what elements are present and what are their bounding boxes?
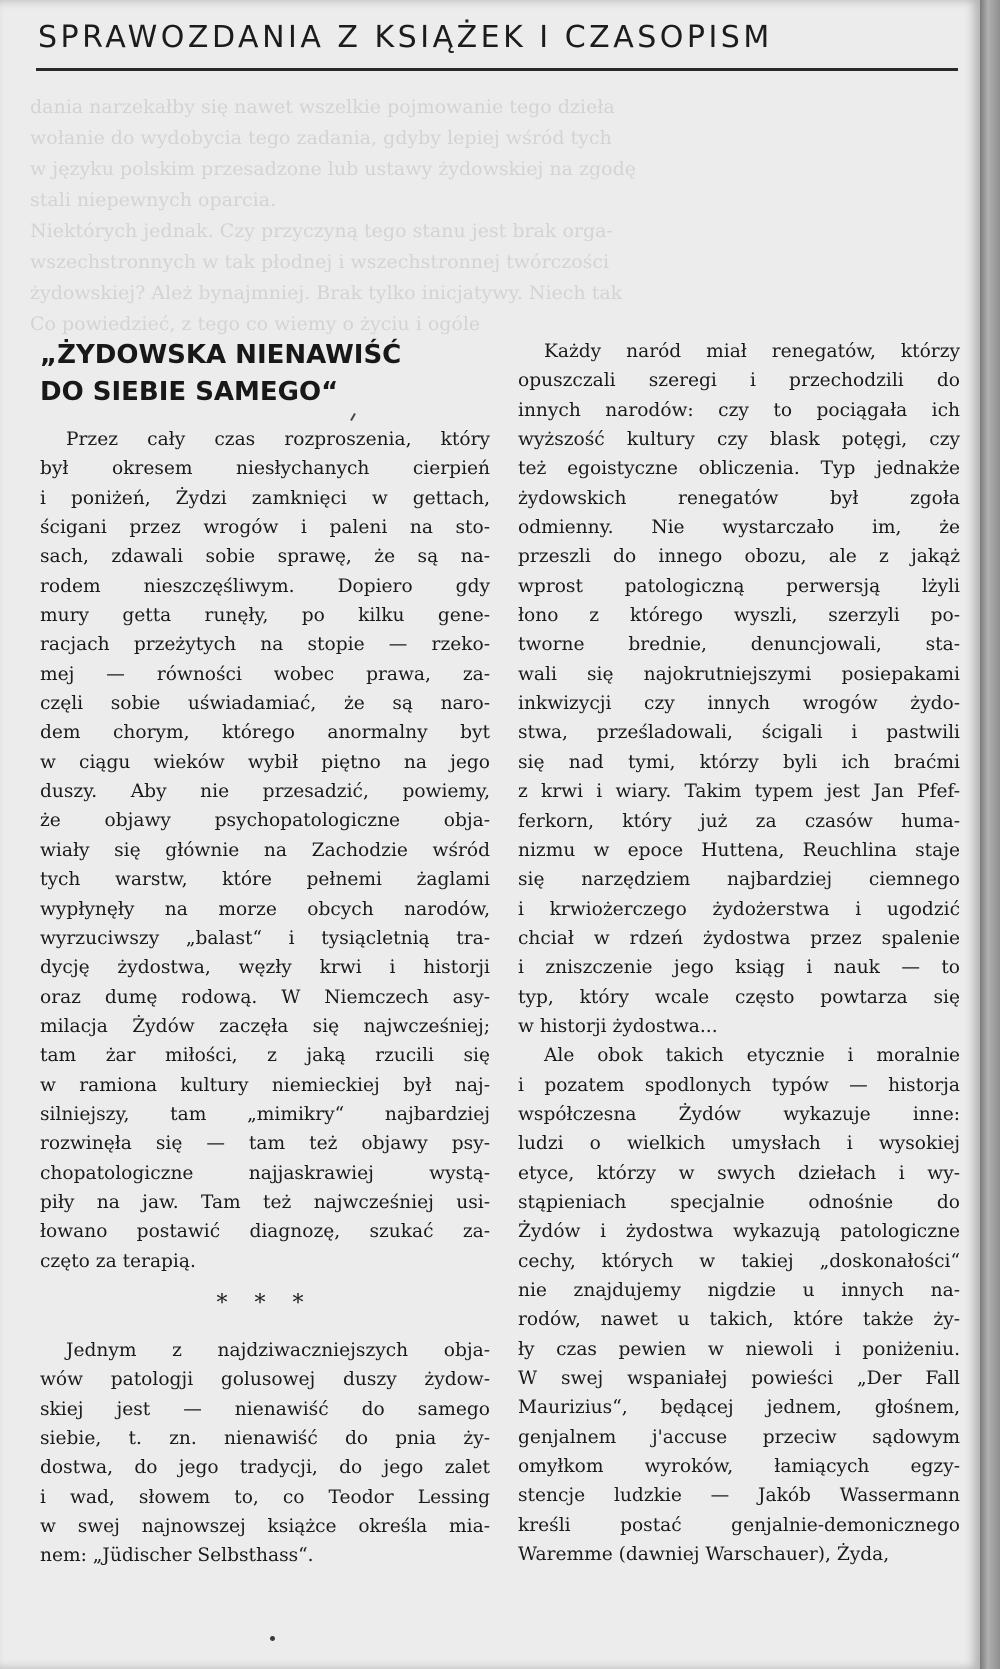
page-header: SPRAWOZDANIA Z KSIĄŻEK I CZASOPISM [38,20,773,55]
text-line: żydowskich renegatów był zgoła [518,487,960,509]
article-title [40,337,490,411]
text-line: inkwizycji czy innych wrogów żydo- [518,693,960,715]
text-line: Każdy naród miał renegatów, którzy [544,341,960,362]
text-line: był okresem niesłychanych cierpień [40,458,490,480]
header-rule [36,68,958,71]
text-line: ferkorn, który już za czasów huma- [518,810,960,832]
text-line: Waremme (dawniej Warschauer), Żyda, [518,1544,890,1566]
text-line: wyższość kultury czy blask potęgi, czy [518,429,960,451]
text-line: W swej wspaniałej powieści „Der Fall [518,1368,960,1390]
text-line: dycję żydostwa, węzły krwi i historji [40,957,490,979]
text-line: wyrzuciwszy „balast“ i tysiącletnią tra- [40,927,490,949]
text-line: częli sobie uświadamiać, że są naro- [40,693,490,715]
text-line: w ramiona kultury niemieckiej był naj- [40,1074,490,1096]
text-line: i poniżeń, Żydzi zamknięci w gettach, [40,487,490,509]
text-line: odmienny. Nie wystarczało im, że [518,517,960,539]
text-line: ścigani przez wrogów i paleni na sto- [40,517,490,539]
text-line: milacja Żydów zaczęła się najwcześniej; [40,1015,490,1037]
show-through-line: wszechstronnych w tak płodnej i wszechstronnej twórczości [30,251,610,273]
text-line: Żydów i żydostwa wykazują patologiczne [518,1221,960,1243]
show-through-text [30,92,955,335]
text-line: innych narodów: czy to pociągała ich [518,399,960,421]
text-line: rozwinęła się — tam też objawy psy- [40,1133,490,1155]
text-line: rodem nieszczęśliwym. Dopiero gdy [40,575,490,597]
text-line: omyłkom wyroków, łamiących egzy- [518,1456,960,1478]
text-line: nem: „Jüdischer Selbsthass“. [40,1545,314,1567]
section-separator: * * * [216,1290,314,1316]
text-line: stencje ludzkie — Jakób Wassermann [518,1485,960,1507]
show-through-line: Niektórych jednak. Czy przyczyną tego stanu jest brak orga- [30,220,613,242]
text-line: racjach przeżytych na stopie — rzeko- [40,634,490,656]
show-through-line: stali niepewnych oparcia. [30,189,277,211]
text-line: łono z którego wyszli, szerzyli po- [518,605,960,627]
text-line: nizmu w epoce Huttena, Reuchlina staje [518,839,960,861]
show-through-line: dania narzekałby się nawet wszelkie pojmowanie tego dzieła [30,96,615,118]
text-line: wali się najokrutniejszymi posiepakami [518,663,960,685]
text-line: w swej najnowszej książce określa mia- [40,1516,490,1538]
text-line: ludzi o wielkich umysłach i wysokiej [518,1133,960,1155]
text-line: w ciągu wieków wybił piętno na jego [40,751,490,773]
text-line: opuszczali szeregi i przechodzili do [518,370,960,392]
text-line: Przez cały czas rozproszenia, który [66,429,490,450]
text-line: wów patologji golusowej duszy żydow- [40,1369,490,1391]
text-line: tam żar miłości, z jaką rzucili się [40,1045,490,1067]
show-through-line: wołanie do wydobycia tego zadania, gdyby lepiej wśród tych [30,127,612,149]
text-line: nie znajdujemy nigdzie u innych na- [518,1280,960,1301]
article-title-line: DO SIEBIE SAMEGO“ [40,377,339,407]
text-line: współczesna Żydów wykazuje inne: [518,1103,960,1125]
text-line: siebie, t. zn. nienawiść do pnia ży- [40,1428,490,1449]
text-line: silniejszy, tam „mimikry“ najbardziej [40,1103,490,1125]
left-paragraph-2 [40,1336,490,1571]
text-line: stwa, prześladowali, ścigali i pastwili [518,722,960,744]
page-edge [980,0,1000,1669]
text-line: Jednym z najdziwaczniejszych obja- [66,1339,490,1361]
text-line: się nad tymi, którzy byli ich braćmi [518,751,960,773]
text-line: z krwi i wiary. Takim typem jest Jan Pfef- [518,781,960,803]
text-line: wprost patologiczną perwersją lżyli [518,575,960,597]
show-through-line: żydowskiej? Ależ bynajmniej. Brak tylko inicjatywy. Niech tak [30,282,623,304]
right-paragraph-1 [518,337,960,1041]
text-line: ły czas pewien w niewoli i poniżeniu. [518,1338,960,1360]
text-line: w historji żydostwa... [518,1015,718,1037]
text-line: genjalnem j'accuse przeciw sądowym [518,1426,960,1448]
text-line: łowano postawić diagnozę, szukać za- [40,1221,490,1243]
text-line: wiały się głównie na Zachodzie wśród [40,839,490,861]
text-line: i zniszczenie jego ksiąg i nauk — to [518,957,960,979]
left-column [40,337,490,1571]
right-column [518,337,960,1569]
text-line: chopatologiczne najjaskrawiej wystą- [40,1162,490,1184]
text-line: piły na jaw. Tam też najwcześniej usi- [40,1191,490,1213]
text-line: i krwiożerczego żydożerstwa i ugodzić [518,898,960,920]
show-through-line: Co powiedzieć, z tego co wiemy o życiu i ogóle [30,313,481,335]
text-line: chciał w rdzeń żydostwa przez spalenie [518,927,960,949]
show-through-line: w języku polskim przesadzone lub ustawy żydowskiej na zgodę [30,158,637,180]
text-line: skiej jest — nienawiść do samego [40,1398,490,1420]
text-line: oraz dumę rodową. W Niemczech asy- [40,986,490,1008]
text-line: rodów, nawet u takich, które także ży- [518,1309,960,1331]
text-line: częto za terapią. [40,1250,196,1272]
text-line: się narzędziem najbardziej ciemnego [518,869,960,891]
text-line: duszy. Aby nie przesadzić, powiemy, [40,781,490,803]
text-line: i pozatem spodlonych typów — historja [518,1074,960,1096]
text-line: Ale obok takich etycznie i moralnie [544,1045,960,1067]
text-line: i wad, słowem to, co Teodor Lessing [40,1486,490,1508]
text-line: sach, zdawali sobie sprawę, że są na- [40,546,490,568]
text-line: Maurizius“, będącej jednem, głośnem, [518,1397,960,1419]
article-title-line: „ŻYDOWSKA NIENAWIŚĆ [40,340,402,370]
text-line: kreśli postać genjalnie-demonicznego [518,1514,960,1536]
text-line: typ, który wcale często powtarza się [518,986,960,1008]
text-line: mej — równości wobec prawa, za- [40,663,490,685]
print-mark [270,1636,275,1641]
text-line: dem chorym, którego anormalny byt [40,722,490,744]
text-line: też egoistyczne obliczenia. Typ jednakże [518,458,960,480]
text-line: tych warstw, które pełnemi żaglami [40,869,490,891]
text-line: mury getta runęły, po kilku gene- [40,605,490,627]
text-line: wypłynęły na morze obcych narodów, [40,898,490,920]
text-line: że objawy psychopatologiczne obja- [40,810,490,832]
left-paragraph-1 [40,425,490,1276]
text-line: przeszli do innego obozu, ale z jakąż [518,546,960,568]
text-line: tworne brednie, denuncjowali, sta- [518,634,960,656]
text-line: cechy, których w takiej „doskonałości“ [518,1250,960,1272]
text-line: stąpieniach specjalnie odnośnie do [518,1191,960,1213]
text-line: dostwa, do jego tradycji, do jego zalet [40,1457,490,1479]
right-paragraph-2 [518,1041,960,1569]
text-line: etyce, którzy w swych dziełach i wy- [518,1162,960,1184]
